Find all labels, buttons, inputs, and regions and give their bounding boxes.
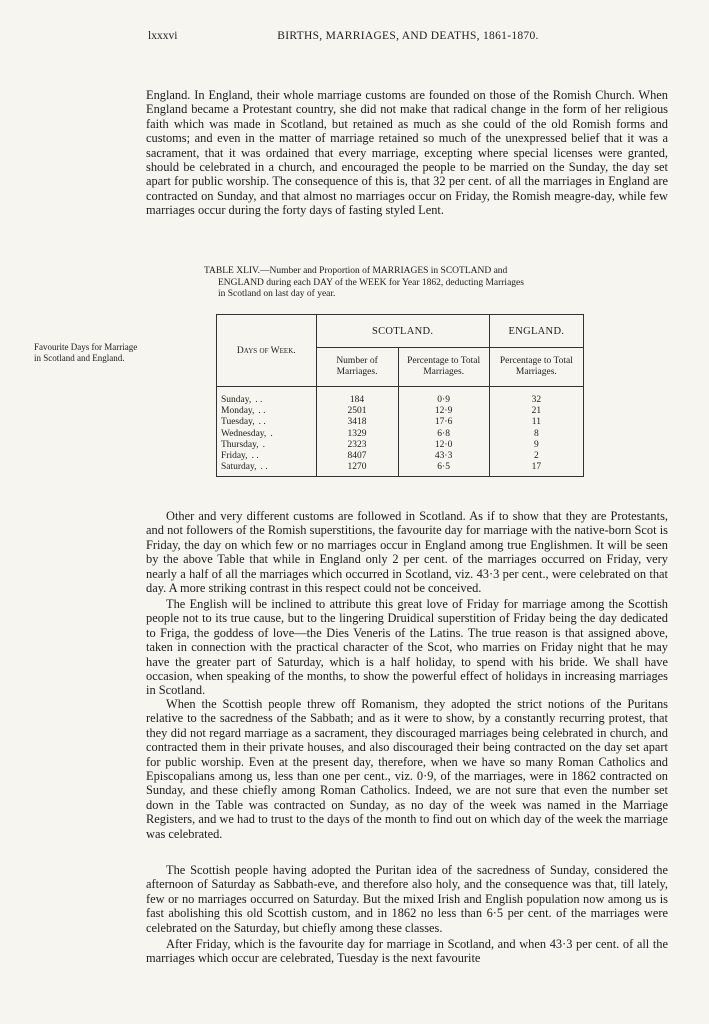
pct-england-cell: 21 [489, 406, 583, 417]
pct-scotland-cell: 43·3 [398, 451, 489, 462]
marriages-table [216, 314, 584, 477]
col-header-number: Number of Marriages. [316, 348, 398, 387]
running-title: BIRTHS, MARRIAGES, AND DEATHS, 1861-1870. [277, 30, 539, 42]
day-cell: Friday, . . [217, 451, 317, 462]
body-paragraph: Other and very different customs are followed in Scotland. As if to show that they are Protestants, and not followers of the Romish superstitions, the favourite day for marriage with the native-born Scot is Friday, the day on which few or no marriages occur in England among true Englishmen. It will be seen by the above Table that while in England only 2 per cent. of the marriages occurred on Friday, very nearly a half of all the marriages which occurred in Scotland, viz. 43·3 per cent., were celebrated on that day. A more striking contrast in this respect could not be conceived. [146, 509, 668, 596]
pct-england-cell: 17 [489, 462, 583, 477]
table-caption [204, 266, 604, 301]
table-row [217, 440, 584, 451]
body-paragraph: The English will be inclined to attribute this great love of Friday for marriage among the Scottish people not to its true cause, but to the lingering Druidical superstition of Friday being the day dedicated to Friga, the goddess of love—the Dies Veneris of the Latins. The true reason is that assigned above, taken in connection with the practical character of the Scot, who marries on Friday night that he may have the greater part of Saturday, which is a half holiday, to spend with his bride. We shall have occasion, when speaking of the months, to show the powerful effect of holidays in increasing marriages in Scotland. [146, 597, 668, 698]
number-cell: 3418 [316, 417, 398, 428]
number-cell: 1329 [316, 429, 398, 440]
body-paragraph: When the Scottish people threw off Romanism, they adopted the strict notions of the Puritans relative to the sacredness of the Sabbath; and as it were to show, by a constantly recurring protest, that they did not regard marriage as a sacrament, they discouraged marriages being celebrated in church, and contracted them in their private houses, and also discouraged their being contracted on the day set apart for public worship. Even at the present day, therefore, when we have so many Roman Catholics and Episcopalians among us, less than one per cent., viz. 0·9, of the marriages, were in 1862 contracted on Sunday, and these chiefly among Roman Catholics. Indeed, we are not sure that even the number set down in the Table was contracted on Sunday, as no day of the week was named in the Marriage Registers, and we had to trust to the days of the month to find out on which day of the week the marriage was celebrated. [146, 697, 668, 841]
caption-line: ENGLAND during each DAY of the WEEK for Year 1862, deducting Marriages [218, 277, 524, 288]
col-header-england: ENGLAND. [489, 315, 583, 348]
body-paragraph: The Scottish people having adopted the Puritan idea of the sacredness of Sunday, considered the afternoon of Saturday as Sabbath-eve, and therefore also holy, and the consequence was that, till lately, few or no marriages occurred on Saturday. But the mixed Irish and English population now among us is fast abolishing this old Scottish custom, and in 1862 no less than 6·5 per cent. of the marriages were celebrated on the Saturday, but chiefly among these classes. [146, 863, 668, 935]
pct-scotland-cell: 12·0 [398, 440, 489, 451]
pct-scotland-cell: 12·9 [398, 406, 489, 417]
number-cell: 2501 [316, 406, 398, 417]
page-number: lxxxvi [148, 30, 178, 42]
caption-line: in Scotland on last day of year. [218, 289, 336, 299]
pct-scotland-cell: 6·8 [398, 429, 489, 440]
day-cell: Sunday, . . [217, 387, 317, 407]
pct-england-cell: 8 [489, 429, 583, 440]
col-header-days: Days of Week. [217, 315, 317, 387]
body-paragraph: After Friday, which is the favourite day for marriage in Scotland, and when 43·3 per cent. of all the marriages which occur are celebrated, Tuesday is the next favourite [146, 937, 668, 966]
intro-paragraph: England. In England, their whole marriage customs are founded on those of the Romish Church. When England became a Protestant country, she did not make that radical change in the form of her religious faith which was made in Scotland, but retained as much as she could of the old Romish forms and customs; and even in the matter of marriage retained so much of the unexpressed belief that it was a sacrament, that it was ordained that every marriage, excepting where special licenses were granted, should be celebrated in a church, and encouraged the people to be married on the Sunday, the day set apart for public worship. The consequence of this is, that 32 per cent. of all the marriages in England are contracted on Sunday, and that almost no marriages occur on Friday, the Romish meagre-day, while few marriages occur during the forty days of fasting styled Lent. [146, 88, 668, 218]
number-cell: 184 [316, 387, 398, 407]
day-cell: Wednesday, . [217, 429, 317, 440]
day-cell: Saturday, . . [217, 462, 317, 477]
table-row [217, 462, 584, 477]
number-cell: 2323 [316, 440, 398, 451]
table-row [217, 406, 584, 417]
margin-note: Favourite Days for Marriage in Scotland and England. [34, 342, 138, 363]
day-cell: Tuesday, . . [217, 417, 317, 428]
day-cell: Monday, . . [217, 406, 317, 417]
col-header-scotland: SCOTLAND. [316, 315, 489, 348]
number-cell: 1270 [316, 462, 398, 477]
table-row [217, 387, 584, 407]
pct-england-cell: 11 [489, 417, 583, 428]
caption-line: TABLE XLIV.—Number and Proportion of MARRIAGES in SCOTLAND and [204, 266, 508, 276]
pct-england-cell: 2 [489, 451, 583, 462]
pct-scotland-cell: 17·6 [398, 417, 489, 428]
col-header-pct-england: Percentage to Total Marriages. [489, 348, 583, 387]
pct-scotland-cell: 0·9 [398, 387, 489, 407]
table-row [217, 417, 584, 428]
pct-scotland-cell: 6·5 [398, 462, 489, 477]
pct-england-cell: 32 [489, 387, 583, 407]
pct-england-cell: 9 [489, 440, 583, 451]
page-header [148, 30, 668, 46]
number-cell: 8407 [316, 451, 398, 462]
col-header-pct-scotland: Percentage to Total Marriages. [398, 348, 489, 387]
day-cell: Thursday, . [217, 440, 317, 451]
table-row [217, 429, 584, 440]
table-row [217, 451, 584, 462]
